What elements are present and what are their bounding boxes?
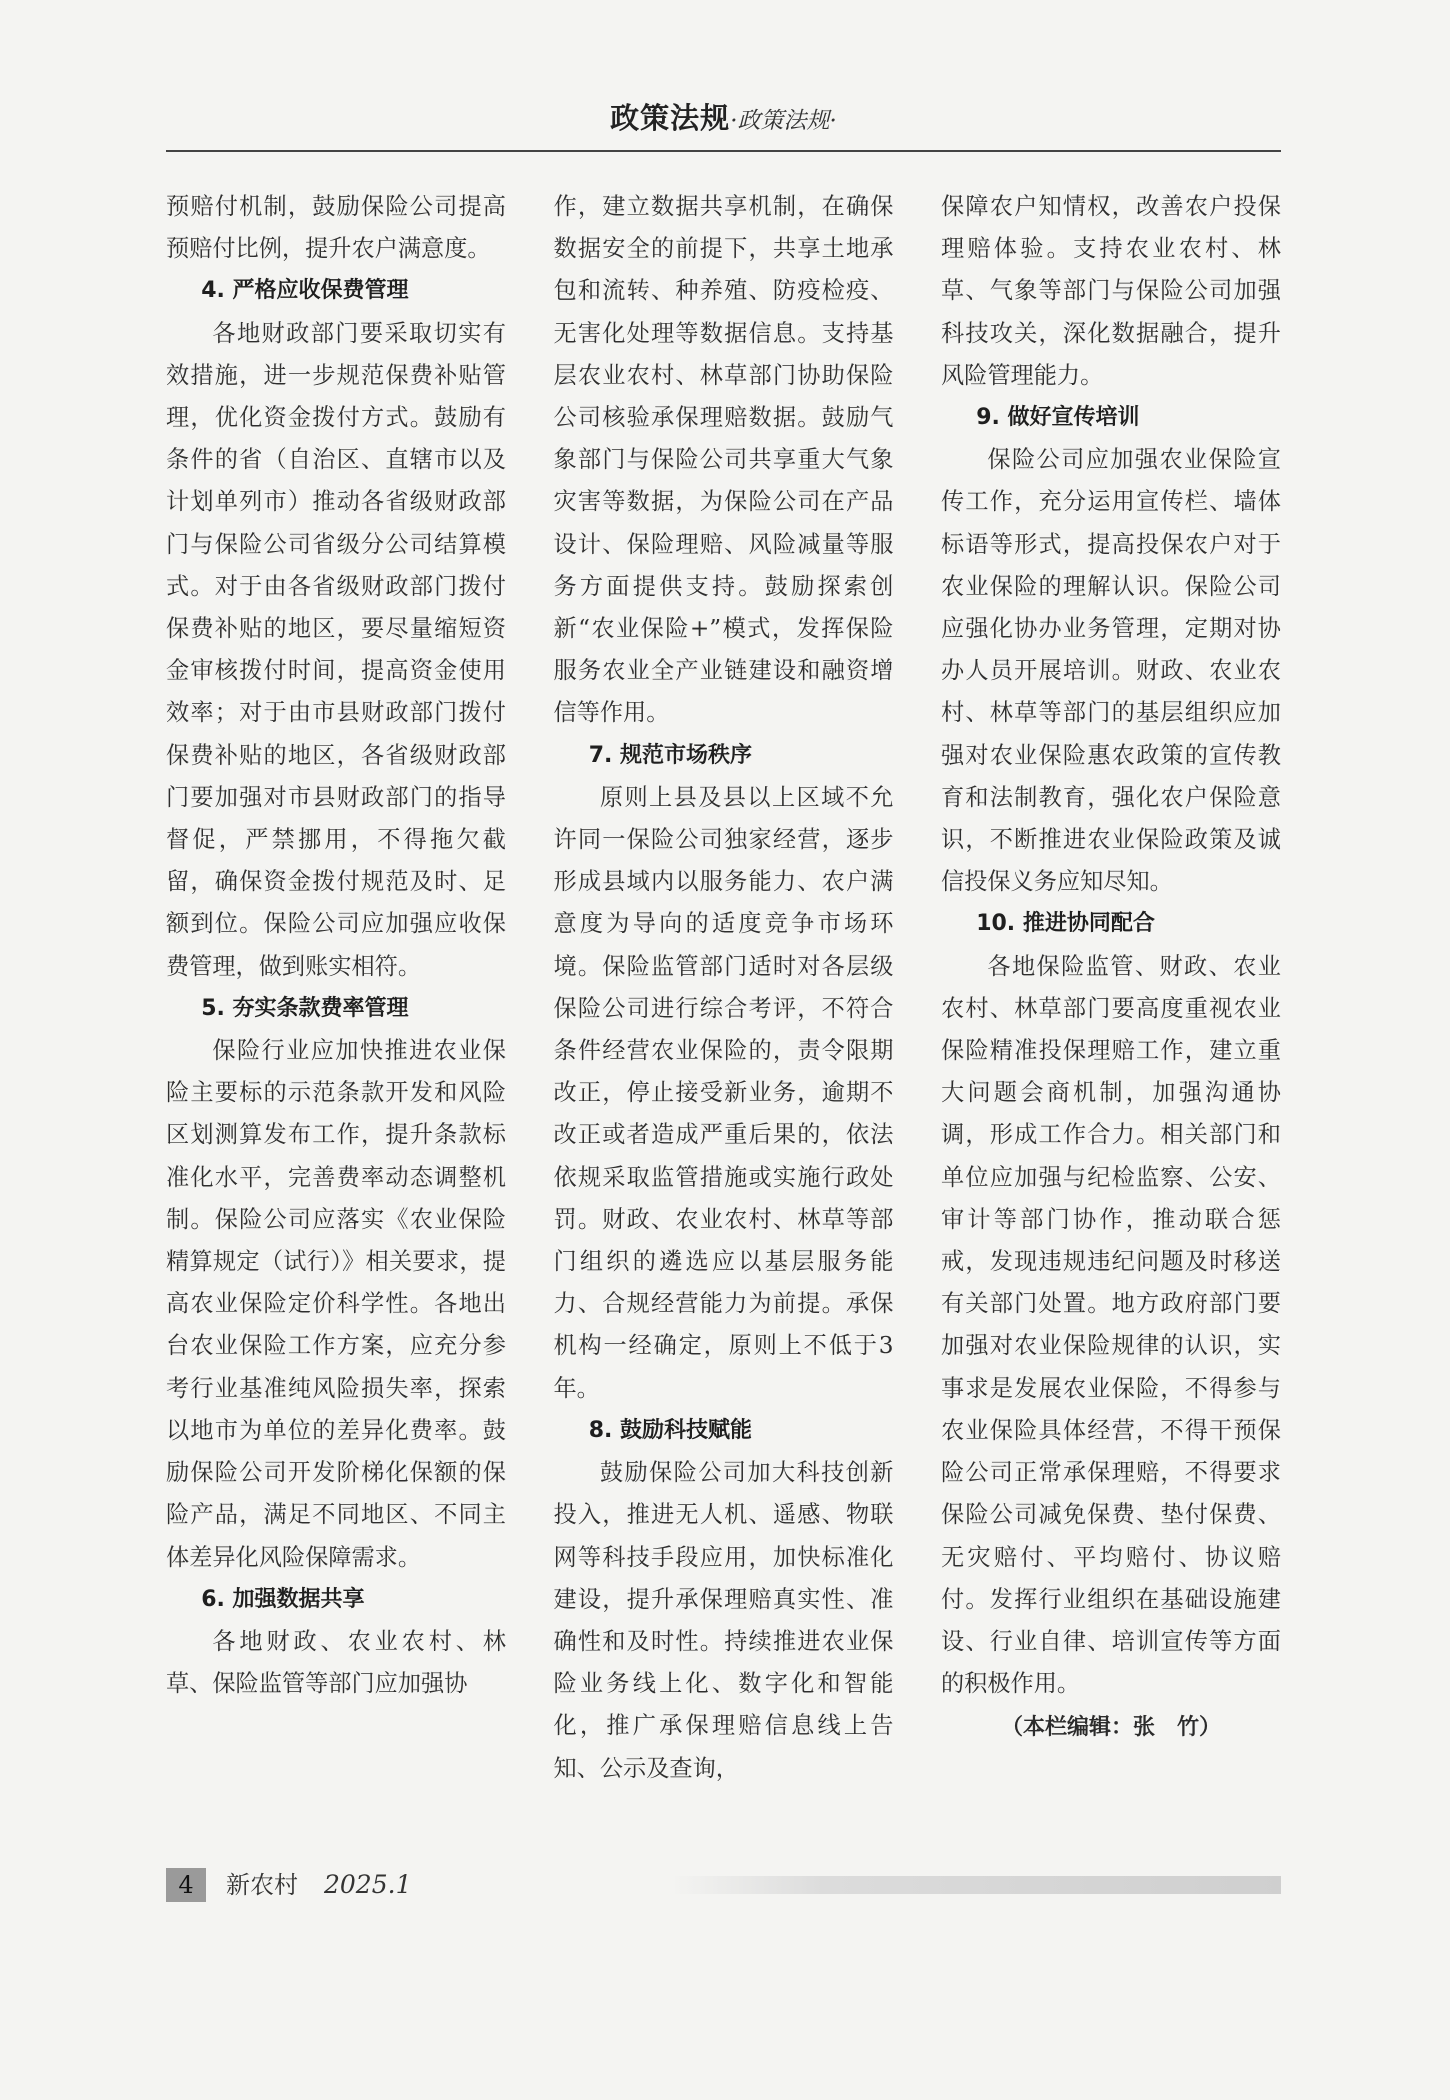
section-heading: 9. 做好宣传培训 [976, 405, 1140, 431]
paragraph: 各地保险监管、财政、农业农村、林草部门要高度重视农业保险精准投保理赔工作，建立重大问题会商机制，加强沟通协调，形成工作合力。相关部门和单位应加强与纪检监察、公安、审计等部门协作，推动联合惩戒，发现违规违纪问题及时移送有关部门处置。地方政府部门要加强对农业保险规律的认识，实事求是发展农业保险，不得参与农业保险具体经营，不得干预保险公司正常承保理赔，不得要求保险公司减免保费、垫付保费、无灾赔付、平均赔付、协议赔付。发挥行业组织在基础设施建设、行业自律、培训宣传等方面的积极作用。 [941, 952, 1281, 1698]
paragraph: 原则上县及县以上区域不允许同一保险公司独家经营，逐步形成县域内以服务能力、农户满意度为导向的适度竞争市场环境。保险监管部门适时对各层级保险公司进行综合考评，不符合条件经营农业保险的，责令限期改正，停止接受新业务，逾期不改正或者造成严重后果的，依法依规采取监管措施或实施行政处罚。财政、农业农村、林草等部门组织的遴选应以基层服务能力、合规经营能力为前提。承保机构一经确定，原则上不低于3年。 [553, 783, 894, 1402]
column-1 [166, 186, 506, 1836]
section-heading: 8. 鼓励科技赋能 [588, 1417, 753, 1443]
footer-decorative-bar [671, 1876, 1281, 1894]
paragraph: 鼓励保险公司加大科技创新投入，推进无人机、遥感、物联网等科技手段应用，加快标准化建设，提升承保理赔真实性、准确性和及时性。持续推进农业保险业务线上化、数字化和智能化，推广承保理赔信息线上告知、公示及查询， [553, 1459, 894, 1782]
column-2 [554, 186, 894, 1836]
paragraph: 作，建立数据共享机制，在确保数据安全的前提下，共享土地承包和流转、种养殖、防疫检疫、无害化处理等数据信息。支持基层农业农村、林草部门协助保险公司核验承保理赔数据。鼓励气象部门与保险公司共享重大气象灾害等数据，为保险公司在产品设计、保险理赔、风险减量等服务方面提供支持。鼓励探索创新“农业保险+”模式，发挥保险服务农业全产业链建设和融资增信等作用。 [553, 193, 894, 727]
page-number: 4 [166, 1868, 206, 1902]
paragraph: 各地财政、农业农村、林草、保险监管等部门应加强协 [166, 1627, 506, 1698]
paragraph: 保障农户知情权，改善农户投保理赔体验。支持农业农村、林草、气象等部门与保险公司加强科技攻关，深化数据融合，提升风险管理能力。 [941, 193, 1281, 389]
section-heading: 4. 严格应收保费管理 [201, 278, 409, 304]
section-heading: 5. 夯实条款费率管理 [201, 995, 409, 1021]
header-rule [166, 150, 1281, 152]
section-title: 政策法规 [610, 101, 731, 135]
paragraph: 预赔付机制，鼓励保险公司提高预赔付比例，提升农户满意度。 [166, 193, 506, 263]
page-footer [166, 1868, 1281, 1902]
section-heading: 10. 推进协同配合 [976, 911, 1155, 937]
paragraph: 保险行业应加快推进农业保险主要标的示范条款开发和风险区划测算发布工作，提升条款标准化水平，完善费率动态调整机制。保险公司应落实《农业保险精算规定（试行）》相关要求，提高农业保险定价科学性。各地出台农业保险工作方案，应充分参考行业基准纯风险损失率，探索以地市为单位的差异化费率。鼓励保险公司开发阶梯化保额的保险产品，满足不同地区、不同主体差异化风险保障需求。 [166, 1037, 506, 1571]
paragraph: 各地财政部门要采取切实有效措施，进一步规范保费补贴管理，优化资金拨付方式。鼓励有条件的省（自治区、直辖市以及计划单列市）推动各省级财政部门与保险公司省级分公司结算模式。对于由各省级财政部门拨付保费补贴的地区，要尽量缩短资金审核拨付时间，提高资金使用效率；对于由市县财政部门拨付保费补贴的地区，各省级财政部门要加强对市县财政部门的指导督促，严禁挪用，不得拖欠截留，确保资金拨付规范及时、足额到位。保险公司应加强应收保费管理，做到账实相符。 [166, 319, 506, 980]
magazine-name: 新农村 [226, 1871, 298, 1899]
article-body [166, 186, 1281, 1836]
column-3 [941, 186, 1281, 1836]
section-heading: 6. 加强数据共享 [201, 1586, 365, 1612]
issue-number: 2025.1 [324, 1870, 412, 1899]
running-header [166, 96, 1281, 156]
paragraph: 保险公司应加强农业保险宣传工作，充分运用宣传栏、墙体标语等形式，提高投保农户对于农业保险的理解认识。保险公司应强化协办业务管理，定期对协办人员开展培训。财政、农业农村、林草等部门的基层组织应加强对农业保险惠农政策的宣传教育和法制教育，强化农户保险意识，不断推进农业保险政策及诚信投保义务应知尽知。 [941, 446, 1281, 896]
editor-credit: （本栏编辑：张 竹） [1000, 1715, 1221, 1741]
section-title-stylized: ·政策法规· [730, 108, 837, 134]
section-heading: 7. 规范市场秩序 [588, 742, 753, 768]
